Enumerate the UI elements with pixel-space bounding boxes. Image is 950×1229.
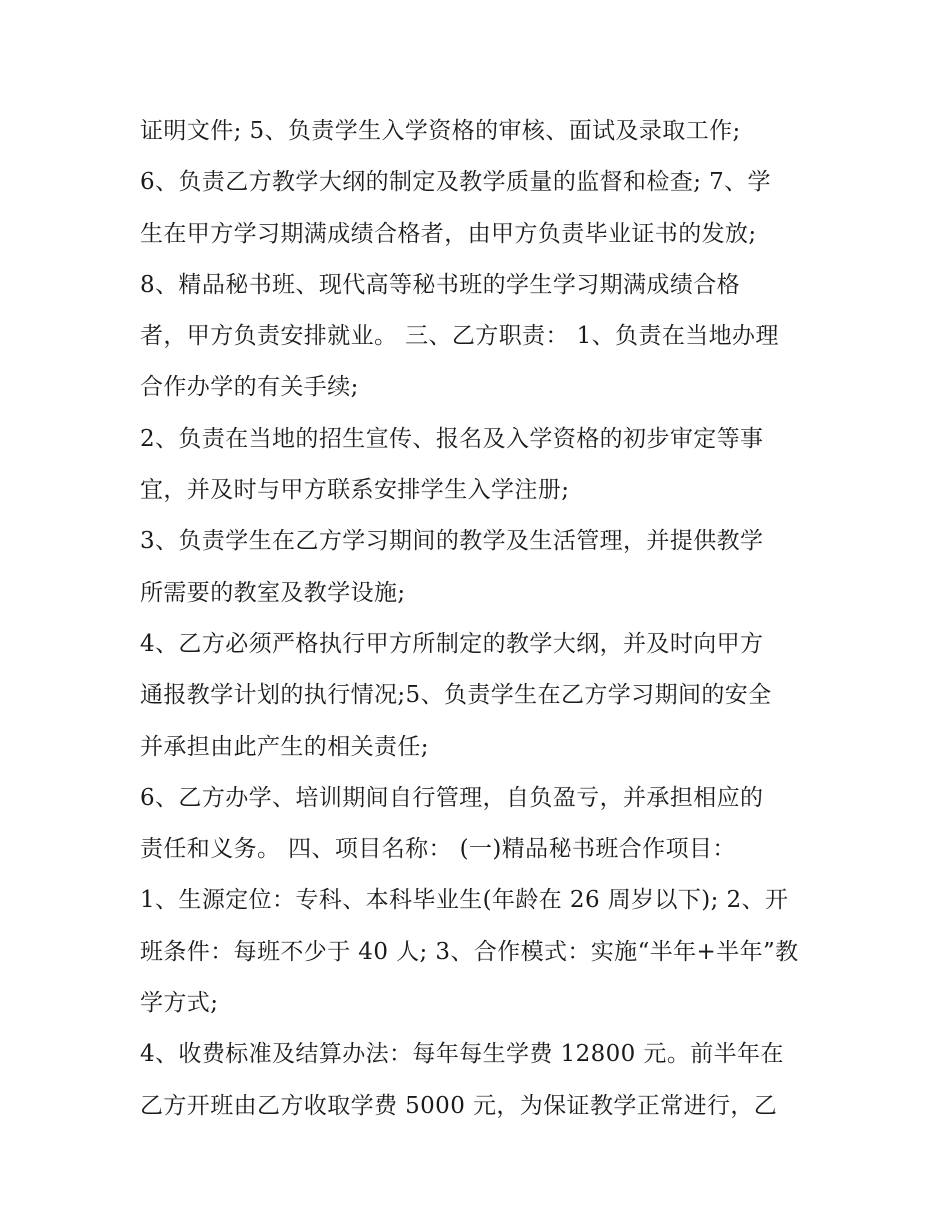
text-line: 宜，并及时与甲方联系安排学生入学注册; xyxy=(140,477,570,504)
text-line: 通报教学计划的执行情况;5、负责学生在乙方学习期间的安全 xyxy=(140,682,772,709)
text-line: 合作办学的有关手续; xyxy=(140,374,359,401)
text-line: 4、收费标准及结算办法：每年每生学费 12800 元。前半年在 xyxy=(140,1041,784,1068)
text-line: 并承担由此产生的相关责任; xyxy=(140,733,429,760)
text-line: 责任和义务。 四、项目名称： (一)精品秘书班合作项目： xyxy=(140,836,736,863)
text-line: 证明文件; 5、负责学生入学资格的审核、面试及录取工作; xyxy=(140,118,741,144)
text-line: 1、生源定位：专科、本科毕业生(年龄在 26 周岁以下); 2、开 xyxy=(140,887,789,914)
text-line: 学方式; xyxy=(140,990,219,1017)
text-line: 乙方开班由乙方收取学费 5000 元，为保证教学正常进行，乙 xyxy=(140,1092,778,1119)
text-line: 者，甲方负责安排就业。 三、乙方职责： 1、负责在当地办理 xyxy=(140,323,779,350)
text-line: 6、负责乙方教学大纲的制定及教学质量的监督和检查; 7、学 xyxy=(140,169,771,196)
text-line: 4、乙方必须严格执行甲方所制定的教学大纲，并及时向甲方 xyxy=(140,630,764,657)
text-line: 8、精品秘书班、现代高等秘书班的学生学习期满成绩合格 xyxy=(140,271,741,298)
text-line: 2、负责在当地的招生宣传、报名及入学资格的初步审定等事 xyxy=(140,425,764,452)
text-line: 3、负责学生在乙方学习期间的教学及生活管理，并提供教学 xyxy=(140,528,764,555)
text-line: 生在甲方学习期满成绩合格者，由甲方负责毕业证书的发放; xyxy=(140,220,757,247)
text-line: 所需要的教室及教学设施; xyxy=(140,579,406,606)
text-line: 班条件：每班不少于 40 人; 3、合作模式：实施“半年+半年”教 xyxy=(140,938,799,965)
document-body xyxy=(140,106,820,1132)
text-line: 6、乙方办学、培训期间自行管理，自负盈亏，并承担相应的 xyxy=(140,784,764,811)
